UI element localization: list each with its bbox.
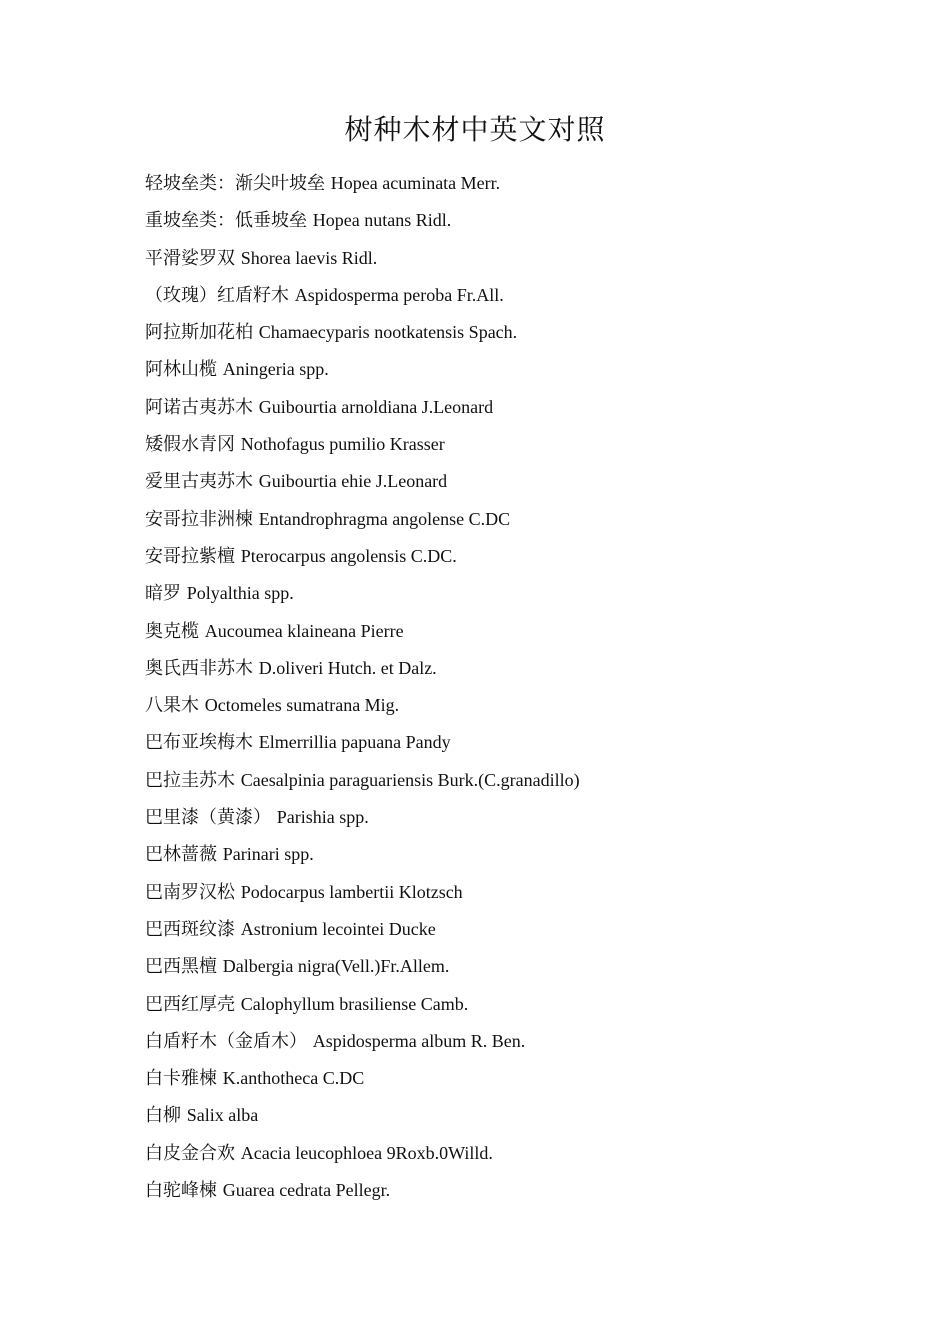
list-item — [145, 389, 580, 426]
list-item — [145, 351, 580, 388]
chinese-name: 八果木 — [145, 695, 199, 717]
chinese-name: 白卡雅楝 — [145, 1068, 217, 1090]
list-item — [145, 314, 580, 351]
list-item — [145, 986, 580, 1023]
latin-name: Aspidosperma peroba Fr.All. — [294, 284, 504, 305]
chinese-name: 暗罗 — [145, 583, 181, 605]
chinese-name: 白盾籽木（金盾木） — [145, 1030, 307, 1052]
chinese-name: 奥氏西非苏木 — [145, 657, 253, 679]
latin-name: Nothofagus pumilio Krasser — [240, 434, 445, 455]
chinese-name: （玫瑰）红盾籽木 — [145, 284, 289, 306]
chinese-name: 白驼峰楝 — [145, 1180, 217, 1202]
chinese-name: 巴布亚埃梅木 — [145, 732, 253, 754]
list-item — [145, 687, 580, 724]
latin-name: Guibourtia arnoldiana J.Leonard — [258, 396, 494, 417]
list-item — [145, 463, 580, 500]
chinese-name: 巴西红厚壳 — [145, 993, 235, 1015]
list-item — [145, 277, 580, 314]
latin-name: Aningeria spp. — [222, 359, 329, 380]
latin-name: Aspidosperma album R. Ben. — [312, 1030, 526, 1051]
chinese-name: 巴拉圭苏木 — [145, 769, 235, 791]
chinese-name: 白柳 — [145, 1105, 181, 1127]
chinese-name: 轻坡垒类：渐尖叶坡垒 — [145, 173, 325, 194]
list-item — [145, 799, 580, 836]
list-item — [145, 1097, 580, 1134]
list-item — [145, 836, 580, 873]
chinese-name: 巴南罗汉松 — [145, 881, 235, 903]
latin-name: Pterocarpus angolensis C.DC. — [240, 545, 457, 566]
list-item — [145, 538, 580, 575]
list-item — [145, 426, 580, 463]
chinese-name: 平滑娑罗双 — [145, 247, 235, 269]
list-item — [145, 911, 580, 948]
species-list — [145, 165, 580, 1209]
latin-name: Acacia leucophloea 9Roxb.0Willd. — [240, 1142, 493, 1163]
latin-name: Parishia spp. — [276, 807, 369, 828]
latin-name: Dalbergia nigra(Vell.)Fr.Allem. — [222, 956, 450, 977]
latin-name: Entandrophragma angolense C.DC — [258, 508, 511, 529]
list-item — [145, 948, 580, 985]
latin-name: Guibourtia ehie J.Leonard — [258, 471, 448, 492]
list-item — [145, 575, 580, 612]
latin-name: Podocarpus lambertii Klotzsch — [240, 881, 463, 902]
latin-name: Aucoumea klaineana Pierre — [204, 620, 404, 641]
latin-name: Caesalpinia paraguariensis Burk.(C.granadillo) — [240, 769, 580, 790]
latin-name: Octomeles sumatrana Mig. — [204, 695, 400, 716]
list-item — [145, 613, 580, 650]
latin-name: Hopea acuminata Merr. — [330, 173, 501, 193]
chinese-name: 阿林山榄 — [145, 359, 217, 381]
latin-name: Polyalthia spp. — [186, 583, 294, 604]
latin-name: Shorea laevis Ridl. — [240, 247, 378, 268]
chinese-name: 巴林蔷薇 — [145, 844, 217, 866]
list-item — [145, 1023, 580, 1060]
latin-name: Chamaecyparis nootkatensis Spach. — [258, 322, 518, 343]
chinese-name: 重坡垒类：低垂坡垒 — [145, 210, 307, 232]
chinese-name: 巴里漆（黄漆） — [145, 807, 271, 829]
list-item — [145, 240, 580, 277]
chinese-name: 爱里古夷苏木 — [145, 471, 253, 493]
list-item — [145, 1135, 580, 1172]
latin-name: Salix alba — [186, 1105, 259, 1126]
latin-name: Hopea nutans Ridl. — [312, 210, 452, 231]
chinese-name: 奥克榄 — [145, 620, 199, 642]
list-item — [145, 724, 580, 761]
list-item — [145, 874, 580, 911]
chinese-name: 矮假水青冈 — [145, 434, 235, 456]
chinese-name: 巴西斑纹漆 — [145, 918, 235, 940]
list-item — [145, 165, 580, 202]
list-item — [145, 1060, 580, 1097]
chinese-name: 阿诺古夷苏木 — [145, 396, 253, 418]
chinese-name: 阿拉斯加花柏 — [145, 322, 253, 344]
latin-name: Elmerrillia papuana Pandy — [258, 732, 451, 753]
latin-name: D.oliveri Hutch. et Dalz. — [258, 657, 437, 678]
list-item — [145, 1172, 580, 1209]
chinese-name: 巴西黑檀 — [145, 956, 217, 978]
latin-name: Parinari spp. — [222, 844, 314, 865]
document-title: 树种木材中英文对照 — [344, 113, 606, 146]
list-item — [145, 202, 580, 239]
list-item — [145, 762, 580, 799]
list-item — [145, 501, 580, 538]
chinese-name: 安哥拉非洲楝 — [145, 508, 253, 530]
latin-name: K.anthotheca C.DC — [222, 1068, 365, 1089]
latin-name: Astronium lecointei Ducke — [240, 918, 436, 939]
chinese-name: 白皮金合欢 — [145, 1142, 235, 1164]
list-item — [145, 650, 580, 687]
chinese-name: 安哥拉紫檀 — [145, 545, 235, 567]
latin-name: Guarea cedrata Pellegr. — [222, 1180, 391, 1201]
latin-name: Calophyllum brasiliense Camb. — [240, 993, 469, 1014]
